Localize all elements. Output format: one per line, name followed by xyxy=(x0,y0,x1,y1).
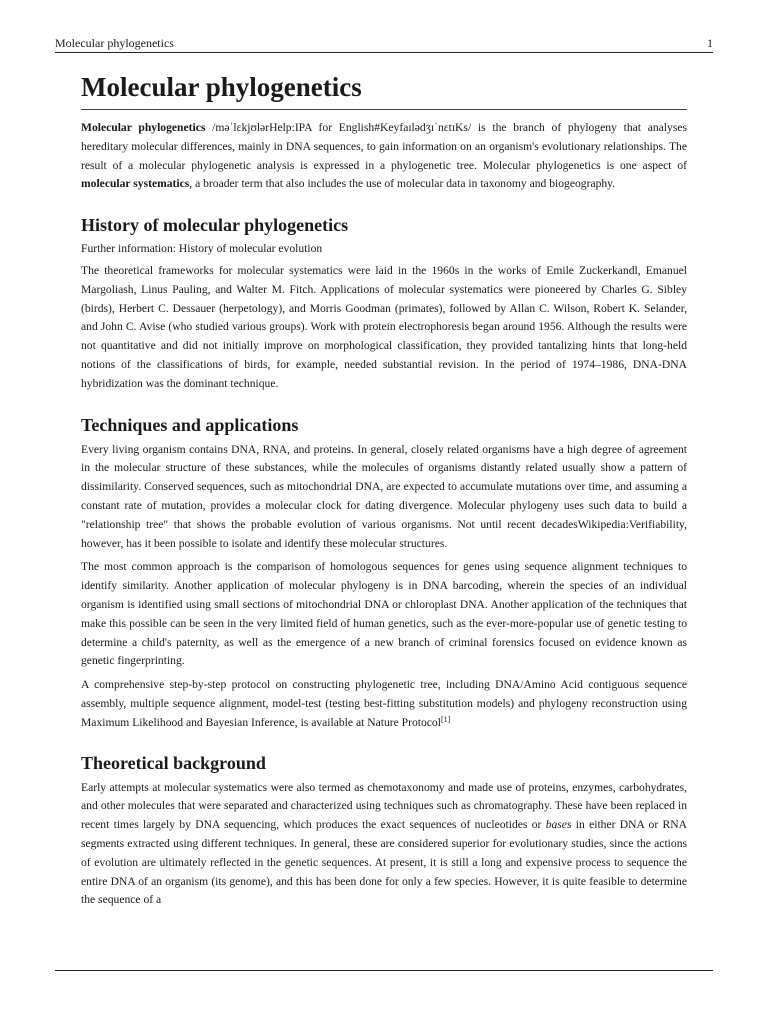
section-heading-theory: Theoretical background xyxy=(81,752,266,773)
theory-italic-term: bases xyxy=(545,818,572,832)
intro-paragraph xyxy=(81,119,687,194)
running-header-title: Molecular phylogenetics xyxy=(55,36,174,50)
section-heading-history: History of molecular phylogenetics xyxy=(81,215,349,236)
history-paragraph: The theoretical frameworks for molecular systematics were laid in the 1960s in the works of Emile Zuckerkandl, Emanuel Margoliash, Linus Pauling, and Walter M. Fitch. Applications of molecular systematics were pioneered by Charles G. Sibley (birds), Herbert C. Dessauer (herpetology), and Morris Goodman (primates), followed by Allan C. Wilson, Robert K. Selander, and John C. Avise (who studied various groups). Work with protein electrophoresis began around 1956. Although the results were not quantitative and did not initially improve on morphological classification, they provided tantalizing hints that long-held notions of the classifications of birds, for example, needed substantial revision. In the period of 1974–1986, DNA-DNA hybridization was the dominant technique. xyxy=(81,263,687,390)
techniques-paragraph-1: Every living organism contains DNA, RNA, and proteins. In general, closely related organisms have a high degree of agreement in the molecular structure of these substances, while the molecules of organisms distantly related usually show a pattern of dissimilarity. Conserved sequences, such as mitochondrial DNA, are expected to accumulate mutations over time, and assuming a constant rate of mutation, provides a molecular clock for dating divergence. Molecular phylogeny uses such data to build a "relationship tree" that shows the probable evolution of various organisms. Not until recent decadesWikipedia:Verifiability, however, has it been possible to isolate and identify these molecular structures. xyxy=(81,442,687,550)
section-heading-techniques: Techniques and applications xyxy=(81,414,299,435)
intro-tail: , a broader term that also includes the use of molecular data in taxonomy and biogeography. xyxy=(189,177,616,191)
intro-term: Molecular phylogenetics xyxy=(81,121,206,134)
article-body xyxy=(81,119,687,910)
page-title: Molecular phylogenetics xyxy=(81,70,687,110)
hatnote: Further information: History of molecular evolution xyxy=(81,242,323,256)
theory-text-a: Early attempts at molecular systematics were also termed as chemotaxonomy and made use of proteins, enzymes, carbohydrates, and other molecules that were separated and characterized using techniques such as chromatography. These have been replaced in recent times largely by DNA sequencing, which produces the exact sequences of nucleotides or xyxy=(81,780,687,832)
theory-paragraph xyxy=(81,779,687,911)
page-number: 1 xyxy=(707,36,713,50)
footer-rule xyxy=(55,970,713,971)
theory-text-b: in either DNA or RNA segments extracted using different techniques. In general, these are considered superior for evolutionary studies, since the actions of evolution are ultimately reflected in the genetic sequences. At present, it is still a long and expensive process to sequence the entire DNA of an organism (its genome), and this has been done for only a few species. However, it is quite feasible to determine the sequence of a xyxy=(81,818,687,907)
citation-ref[interactable]: [1] xyxy=(440,714,451,724)
techniques-paragraph-2: The most common approach is the comparison of homologous sequences for genes using sequence alignment techniques to identify similarity. Another application of molecular phylogeny is in DNA barcoding, wherein the species of an individual organism is identified using small sections of mitochondrial DNA or chloroplast DNA. Another application of the techniques that make this possible can be seen in the very limited field of human genetics, such as the ever-more-popular use of genetic testing to determine a child's paternity, as well as the emergence of a new branch of criminal forensics focused on evidence known as genetic fingerprinting. xyxy=(81,560,687,668)
techniques-paragraph-3-text: A comprehensive step-by-step protocol on constructing phylogenetic tree, including DNA/Amino Acid contiguous sequence assembly, multiple sequence alignment, model-test (testing best-fitting substitution models) and phylogeny reconstruction using Maximum Likelihood and Bayesian Inference, is available at Nature Protocol xyxy=(81,678,687,729)
running-header xyxy=(55,36,713,53)
intro-text: /məˈlɛkjʊlərHelp:IPA for English#KeyfaɪlədʒɪˈnɛtɪKs/ is the branch of phylogeny that analyses hereditary molecular differences, mainly in DNA sequences, to gain information on an organism's evolutionary relationships. The result of a molecular phylogenetic analysis is expressed in a phylogenetic tree. Molecular phylogenetics is one aspect of xyxy=(81,121,687,172)
techniques-paragraph-3 xyxy=(81,676,687,732)
intro-bold-term: molecular systematics xyxy=(81,177,190,191)
